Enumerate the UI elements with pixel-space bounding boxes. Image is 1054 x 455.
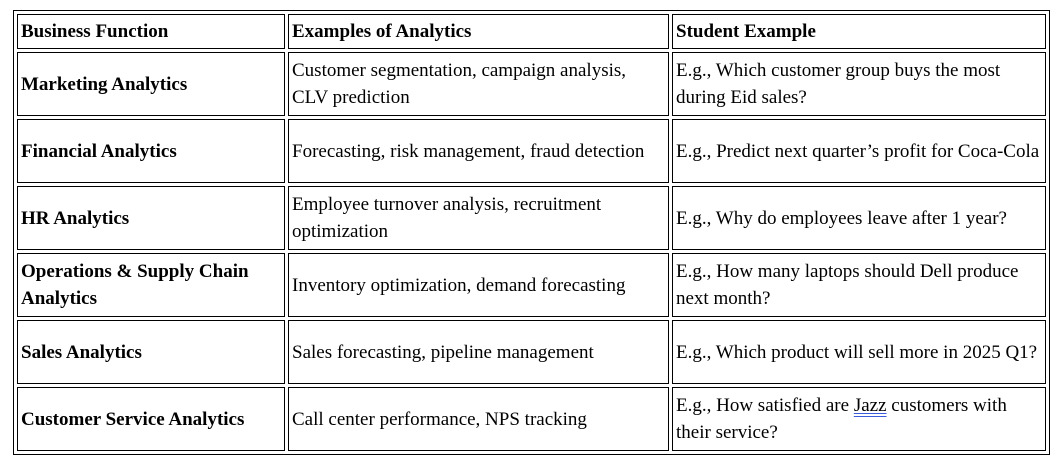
header-examples-of-analytics: Examples of Analytics [288,14,669,49]
student-example-cell: E.g., Predict next quarter’s profit for Coca-Cola [672,119,1046,183]
analytics-table-container [13,10,1050,455]
business-function-cell: Sales Analytics [17,320,285,384]
student-example-cell: E.g., Which product will sell more in 2025 Q1? [672,320,1046,384]
examples-cell: Inventory optimization, demand forecasting [288,253,669,317]
business-function-cell: Customer Service Analytics [17,387,285,451]
table-row [17,119,1046,183]
business-function-cell: HR Analytics [17,186,285,250]
examples-cell: Sales forecasting, pipeline management [288,320,669,384]
spellcheck-flagged-word[interactable]: Jazz [853,395,887,416]
examples-cell: Customer segmentation, campaign analysis, CLV prediction [288,52,669,116]
header-business-function: Business Function [17,14,285,49]
table-row [17,387,1046,451]
table-row [17,186,1046,250]
business-function-cell: Operations & Supply Chain Analytics [17,253,285,317]
examples-cell: Employee turnover analysis, recruitment optimization [288,186,669,250]
header-student-example: Student Example [672,14,1046,49]
student-example-cell: E.g., Why do employees leave after 1 year? [672,186,1046,250]
student-example-cell: E.g., How many laptops should Dell produce next month? [672,253,1046,317]
business-function-cell: Marketing Analytics [17,52,285,116]
student-example-text-after: customers with their service? [676,395,1007,443]
examples-cell: Call center performance, NPS tracking [288,387,669,451]
student-example-cell [672,387,1046,451]
examples-cell: Forecasting, risk management, fraud detection [288,119,669,183]
analytics-table [13,10,1050,455]
table-row [17,52,1046,116]
student-example-text-before: E.g., How satisfied are [676,395,854,416]
table-row [17,253,1046,317]
header-row [17,14,1046,49]
business-function-cell: Financial Analytics [17,119,285,183]
table-row [17,320,1046,384]
student-example-cell: E.g., Which customer group buys the most during Eid sales? [672,52,1046,116]
